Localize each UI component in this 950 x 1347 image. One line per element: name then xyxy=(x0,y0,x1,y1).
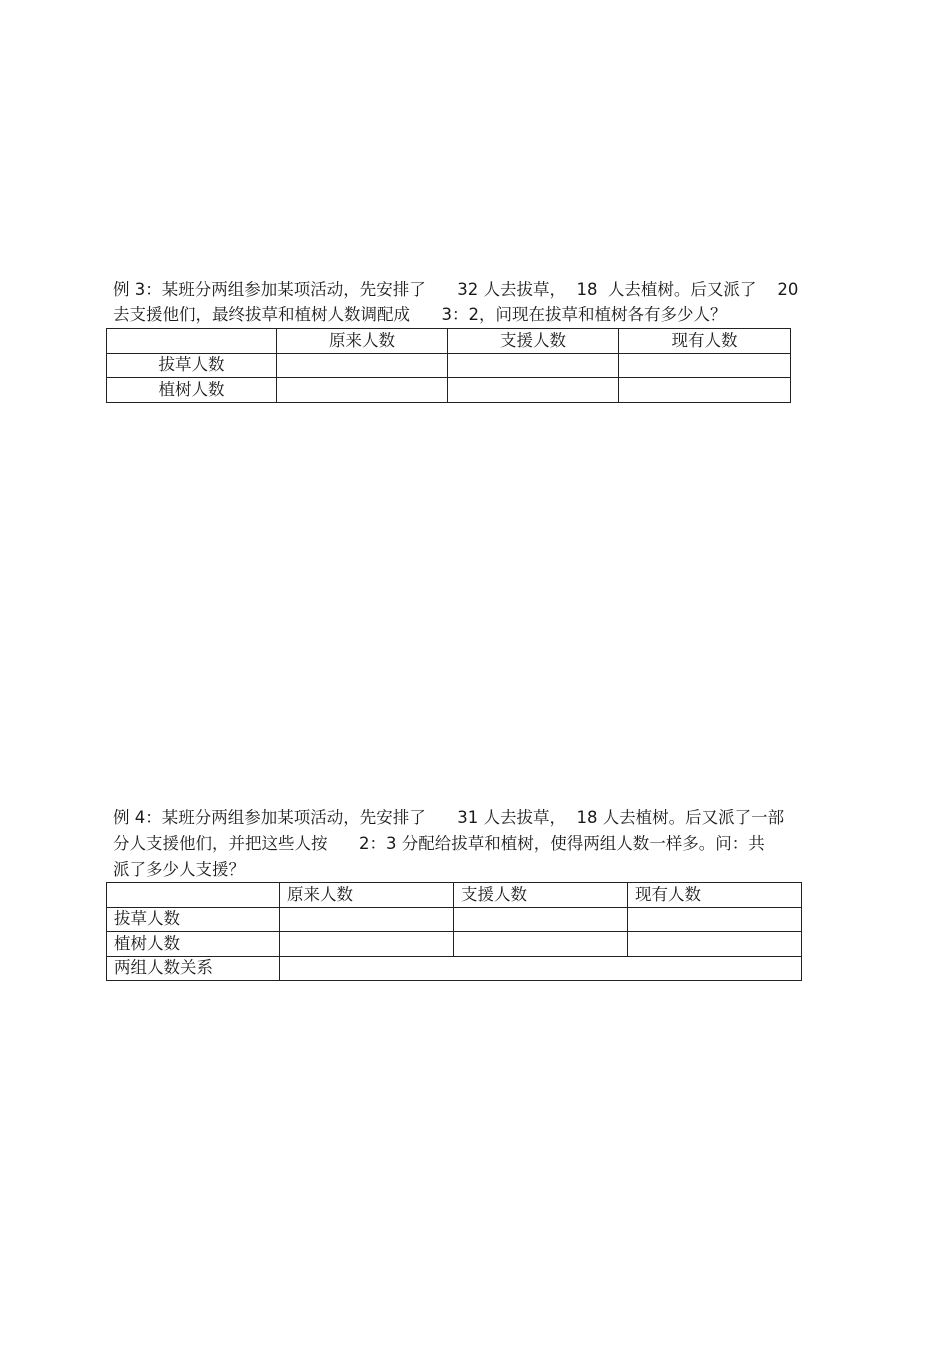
answer-cell[interactable] xyxy=(628,932,802,957)
row-label-weeding: 拔草人数 xyxy=(107,907,280,932)
row-label-planting: 植树人数 xyxy=(107,932,280,957)
header-original-count: 原来人数 xyxy=(277,329,448,354)
answer-cell[interactable] xyxy=(280,932,454,957)
answer-cell[interactable] xyxy=(619,353,791,378)
problem-3-text-line-2: 去支援他们，最终拔草和植树人数调配成 3：2，问现在拔草和植树各有多少人？ xyxy=(113,305,727,324)
header-current-count: 现有人数 xyxy=(628,883,802,908)
problem-3-text-line-1: 例 3：某班分两组参加某项活动，先安排了 32 人去拔草， 18 人去植树。后又派了 20 xyxy=(113,280,799,299)
answer-cell[interactable] xyxy=(448,378,619,403)
answer-cell[interactable] xyxy=(448,353,619,378)
relation-answer-cell[interactable] xyxy=(280,956,802,981)
header-support-count: 支援人数 xyxy=(448,329,619,354)
header-corner-cell xyxy=(107,883,280,908)
answer-cell[interactable] xyxy=(619,378,791,403)
table-row xyxy=(107,956,802,981)
table-row xyxy=(107,907,802,932)
header-support-count: 支援人数 xyxy=(454,883,628,908)
row-label-planting: 植树人数 xyxy=(107,378,277,403)
table-row xyxy=(107,932,802,957)
problem-4-text-line-1: 例 4：某班分两组参加某项活动，先安排了 31 人去拔草， 18 人去植树。后又派了一部 xyxy=(113,808,785,827)
header-original-count: 原来人数 xyxy=(280,883,454,908)
table-header-row xyxy=(107,329,791,354)
answer-cell[interactable] xyxy=(454,932,628,957)
table-header-row xyxy=(107,883,802,908)
answer-cell[interactable] xyxy=(454,907,628,932)
row-label-group-relation: 两组人数关系 xyxy=(107,956,280,981)
row-label-weeding: 拔草人数 xyxy=(107,353,277,378)
problem-3-table xyxy=(106,328,791,403)
problem-4-text-line-2: 分人支援他们，并把这些人按 2：3 分配给拔草和植树，使得两组人数一样多。问：共 xyxy=(113,834,765,853)
answer-cell[interactable] xyxy=(280,907,454,932)
table-row xyxy=(107,353,791,378)
answer-cell[interactable] xyxy=(277,353,448,378)
header-current-count: 现有人数 xyxy=(619,329,791,354)
problem-4-table xyxy=(106,882,802,981)
header-corner-cell xyxy=(107,329,277,354)
answer-cell[interactable] xyxy=(628,907,802,932)
table-row xyxy=(107,378,791,403)
answer-cell[interactable] xyxy=(277,378,448,403)
problem-4-text-line-3: 派了多少人支援？ xyxy=(113,860,245,879)
